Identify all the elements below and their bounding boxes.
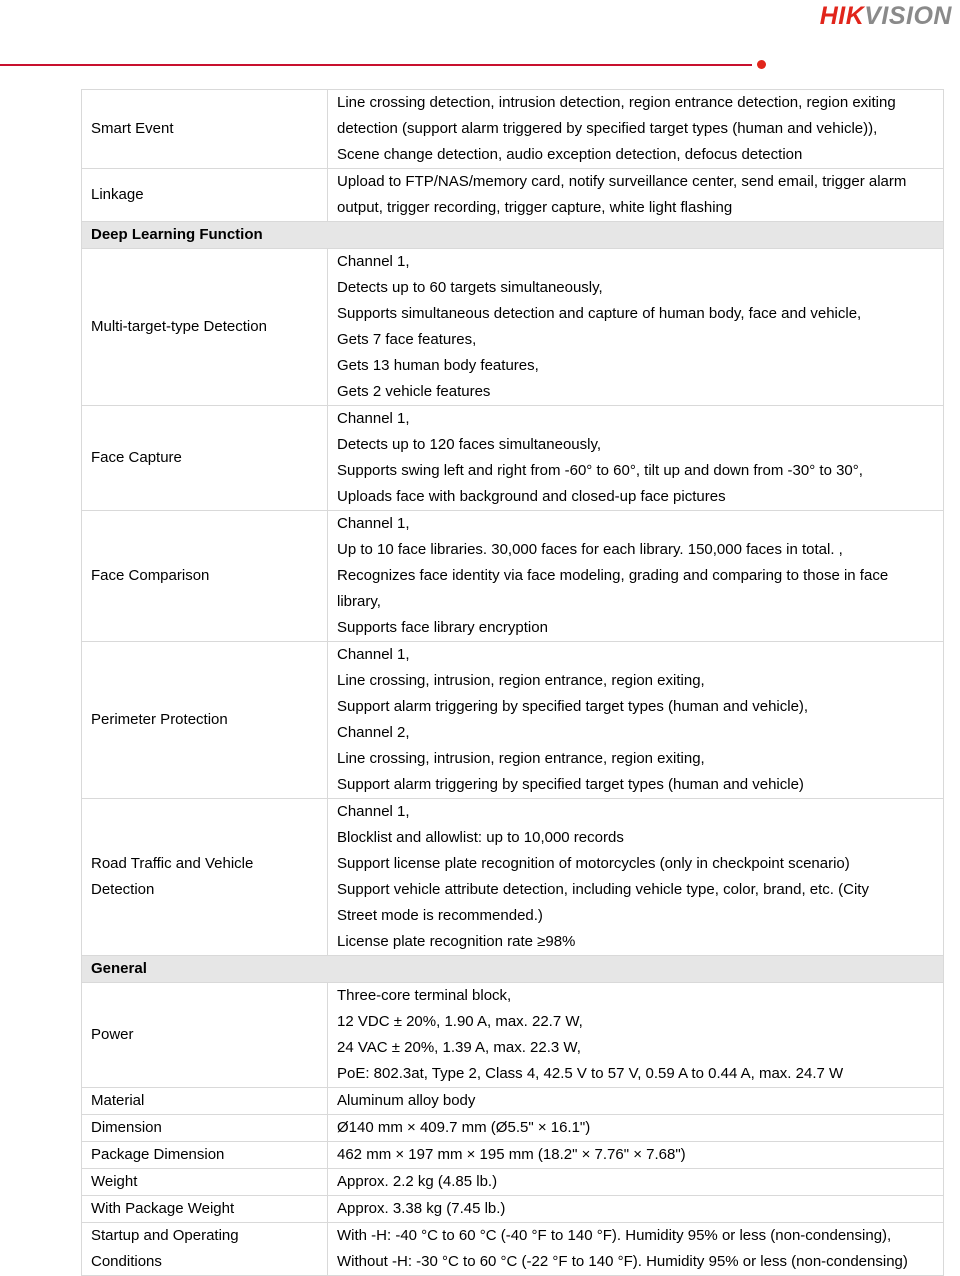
spec-value-line: Detects up to 120 faces simultaneously, (337, 436, 602, 453)
spec-label: Package Dimension (82, 1142, 328, 1169)
spec-value-line: Supports simultaneous detection and capture of human body, face and vehicle, (337, 305, 862, 322)
spec-row (82, 983, 944, 1088)
spec-row (82, 1196, 944, 1223)
spec-row (82, 249, 944, 406)
spec-value-line: Up to 10 face libraries. 30,000 faces for each library. 150,000 faces in total. , (337, 541, 843, 558)
spec-value-line: Uploads face with background and closed-up face pictures (337, 488, 726, 505)
spec-value-line: With -H: -40 °C to 60 °C (-40 °F to 140 °F). Humidity 95% or less (non-condensing), (337, 1227, 892, 1244)
section-heading: General (82, 956, 944, 983)
spec-value (328, 511, 944, 642)
spec-value-line: 462 mm × 197 mm × 195 mm (18.2" × 7.76" × 7.68") (337, 1146, 686, 1163)
spec-row (82, 1142, 944, 1169)
spec-label: With Package Weight (82, 1196, 328, 1223)
spec-value-line: Channel 2, (337, 724, 410, 741)
spec-value (328, 90, 944, 169)
spec-value-line: Gets 13 human body features, (337, 357, 539, 374)
spec-row (82, 511, 944, 642)
spec-value-line: Channel 1, (337, 410, 410, 427)
spec-label: Power (82, 983, 328, 1088)
logo-vision-text: VISION (864, 2, 952, 30)
spec-value-line: Channel 1, (337, 646, 410, 663)
spec-value-line: library, (337, 593, 381, 610)
section-row (82, 222, 944, 249)
spec-value-line: Detects up to 60 targets simultaneously, (337, 279, 603, 296)
spec-value (328, 1196, 944, 1223)
spec-value-line: Gets 7 face features, (337, 331, 477, 348)
spec-value-line: Without -H: -30 °C to 60 °C (-22 °F to 140 °F). Humidity 95% or less (non-condensing) (337, 1253, 908, 1270)
spec-value (328, 1223, 944, 1276)
spec-row (82, 1088, 944, 1115)
spec-label: Multi-target-type Detection (82, 249, 328, 406)
spec-value (328, 799, 944, 956)
spec-value-line: 24 VAC ± 20%, 1.39 A, max. 22.3 W, (337, 1039, 581, 1056)
spec-value (328, 1115, 944, 1142)
spec-value (328, 983, 944, 1088)
spec-value-line: output, trigger recording, trigger capture, white light flashing (337, 199, 733, 216)
spec-value-line: Channel 1, (337, 253, 410, 270)
spec-value-line: detection (support alarm triggered by specified target types (human and vehicle)), (337, 120, 878, 137)
header-divider (0, 64, 752, 66)
spec-value-line: Street mode is recommended.) (337, 907, 543, 924)
spec-row (82, 1223, 944, 1276)
spec-value-line: Support license plate recognition of motorcycles (only in checkpoint scenario) (337, 855, 850, 872)
spec-label-line: Detection (91, 881, 155, 898)
spec-label: Material (82, 1088, 328, 1115)
spec-value-line: Supports face library encryption (337, 619, 548, 636)
hikvision-logo (820, 2, 952, 30)
spec-label: Smart Event (82, 90, 328, 169)
spec-value (328, 1142, 944, 1169)
spec-value (328, 406, 944, 511)
spec-label: Face Comparison (82, 511, 328, 642)
spec-label: Weight (82, 1169, 328, 1196)
spec-value-line: Upload to FTP/NAS/memory card, notify surveillance center, send email, trigger alarm (337, 173, 907, 190)
spec-value (328, 642, 944, 799)
spec-label (82, 1223, 328, 1276)
spec-label: Face Capture (82, 406, 328, 511)
spec-value-line: Ø140 mm × 409.7 mm (Ø5.5" × 16.1") (337, 1119, 591, 1136)
spec-value-line: 12 VDC ± 20%, 1.90 A, max. 22.7 W, (337, 1013, 583, 1030)
spec-value-line: Supports swing left and right from -60° to 60°, tilt up and down from -30° to 30°, (337, 462, 863, 479)
logo-hik-text: HIK (819, 2, 865, 30)
spec-label: Dimension (82, 1115, 328, 1142)
specification-table-body (82, 90, 944, 1276)
header-divider-dot (757, 60, 766, 69)
spec-value-line: Line crossing, intrusion, region entrance, region exiting, (337, 750, 705, 767)
spec-value-line: PoE: 802.3at, Type 2, Class 4, 42.5 V to 57 V, 0.59 A to 0.44 A, max. 24.7 W (337, 1065, 844, 1082)
spec-row (82, 799, 944, 956)
spec-value (328, 169, 944, 222)
spec-label-line: Conditions (91, 1253, 162, 1270)
spec-value-line: Three-core terminal block, (337, 987, 512, 1004)
spec-label-line: Startup and Operating (91, 1227, 239, 1244)
spec-row (82, 90, 944, 169)
spec-label: Linkage (82, 169, 328, 222)
spec-value (328, 1169, 944, 1196)
spec-row (82, 1115, 944, 1142)
spec-value-line: Line crossing detection, intrusion detection, region entrance detection, region exiting (337, 94, 896, 111)
spec-value-line: Recognizes face identity via face modeling, grading and comparing to those in face (337, 567, 889, 584)
spec-value-line: Support alarm triggering by specified target types (human and vehicle), (337, 698, 809, 715)
spec-value-line: Support alarm triggering by specified target types (human and vehicle) (337, 776, 804, 793)
spec-value (328, 249, 944, 406)
spec-value-line: Channel 1, (337, 515, 410, 532)
spec-value-line: Channel 1, (337, 803, 410, 820)
spec-row (82, 1169, 944, 1196)
spec-value-line: Support vehicle attribute detection, including vehicle type, color, brand, etc. (City (337, 881, 869, 898)
spec-value-line: Approx. 3.38 kg (7.45 lb.) (337, 1200, 506, 1217)
spec-label (82, 799, 328, 956)
section-row (82, 956, 944, 983)
spec-value-line: Aluminum alloy body (337, 1092, 476, 1109)
spec-row (82, 169, 944, 222)
spec-value (328, 1088, 944, 1115)
spec-label-line: Road Traffic and Vehicle (91, 855, 254, 872)
spec-row (82, 406, 944, 511)
spec-value-line: Approx. 2.2 kg (4.85 lb.) (337, 1173, 498, 1190)
spec-value-line: Scene change detection, audio exception detection, defocus detection (337, 146, 803, 163)
spec-label: Perimeter Protection (82, 642, 328, 799)
specification-table (81, 89, 944, 1276)
spec-value-line: Gets 2 vehicle features (337, 383, 491, 400)
spec-value-line: Blocklist and allowlist: up to 10,000 records (337, 829, 624, 846)
section-heading: Deep Learning Function (82, 222, 944, 249)
spec-value-line: License plate recognition rate ≥98% (337, 933, 576, 950)
spec-value-line: Line crossing, intrusion, region entrance, region exiting, (337, 672, 705, 689)
spec-row (82, 642, 944, 799)
